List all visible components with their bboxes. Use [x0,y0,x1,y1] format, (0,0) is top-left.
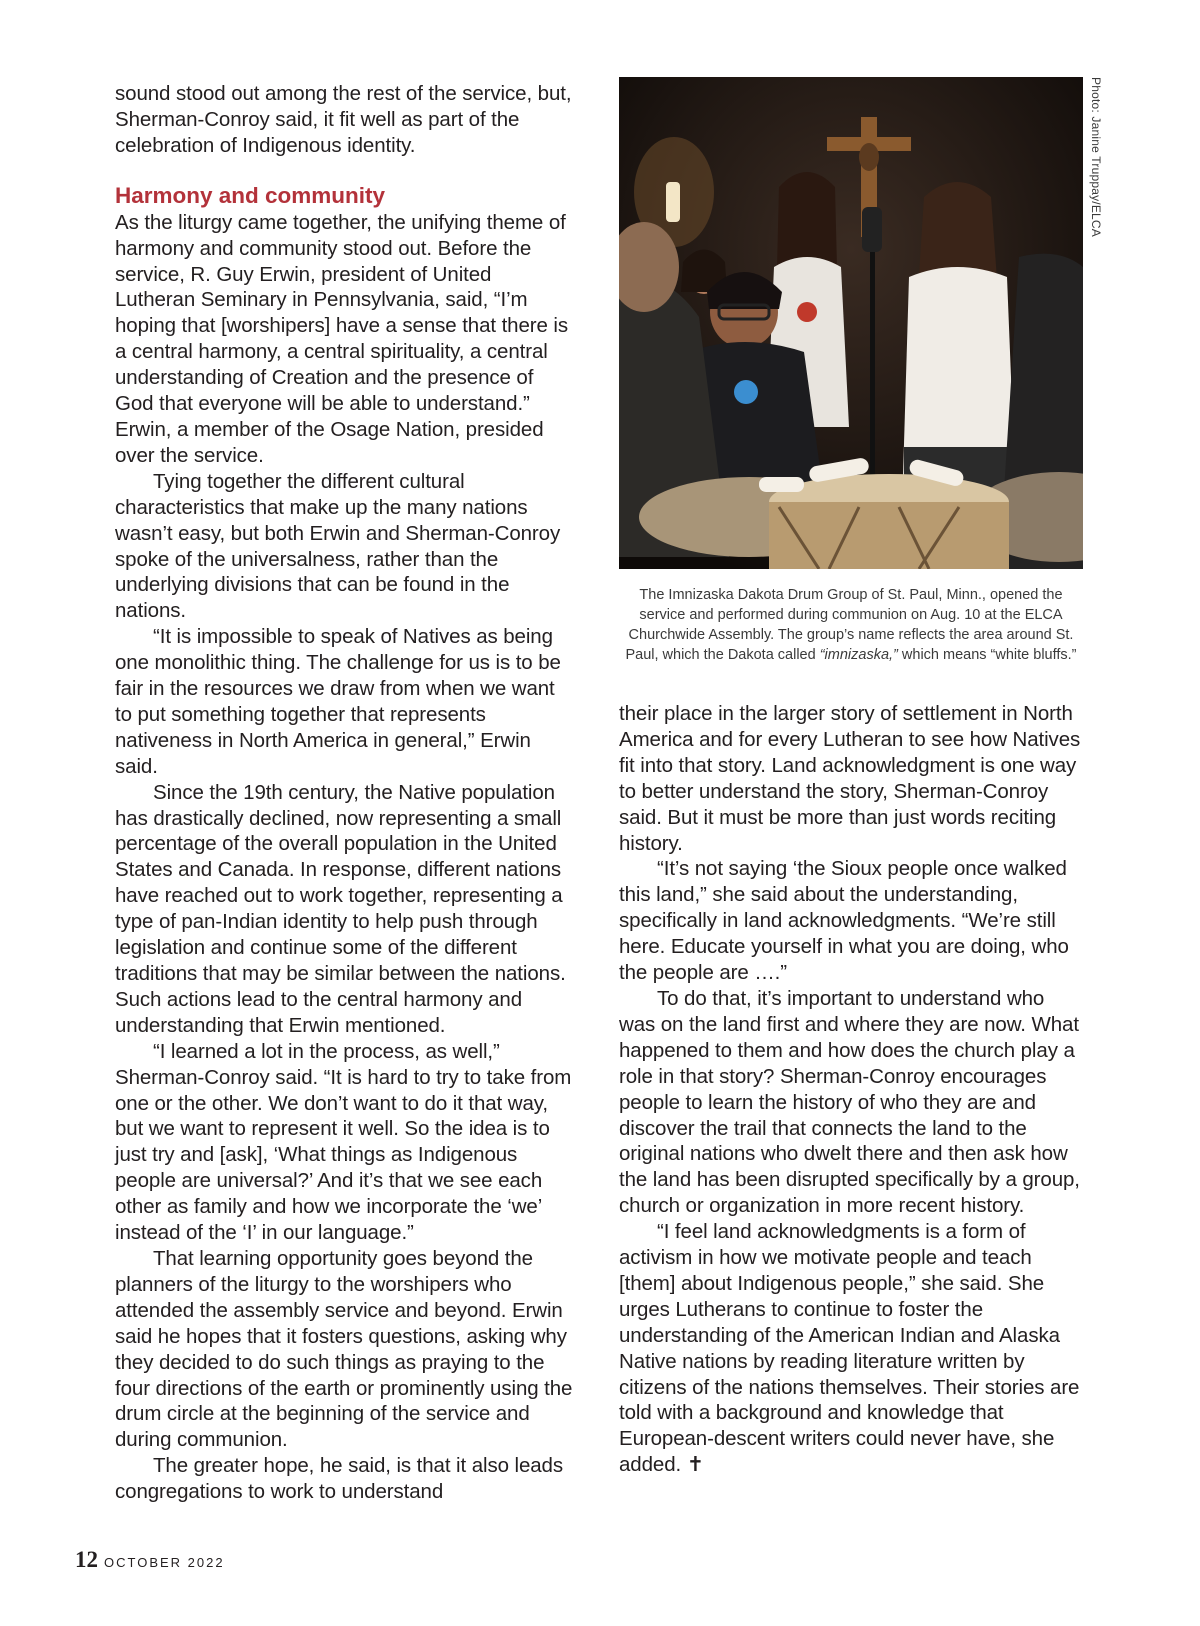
article-paragraph: The greater hope, he said, is that it also leads congregations to work to understand [115,1454,564,1504]
article-paragraph: To do that, it’s important to understand who was on the land first and where they are now. What happened to them and how does the church play a role in that story? Sherman-Conroy encourages people to learn the history of who they are and discover the trail that connects the land to the original nations who dwelt there and then ask how the land has been disrupted specifically by a group, church or organization in more recent history. [619,986,1080,1218]
article-paragraph: That learning opportunity goes beyond the planners of the liturgy to the worshipers who attended the assembly service and beyond. Erwin said he hopes that it fosters questions, asking why they decided to do such things as praying to the four directions of the earth or prominently using the drum circle at the beginning of the service and during communion. [115,1246,573,1452]
caption-text-tail: which means “white bluffs.” [897,647,1077,663]
photo-credit: Photo: Janine Truppay/ELCA [1089,77,1103,237]
caption-term: “imnizaska,” [819,647,898,663]
article-paragraph: “I feel land acknowledgments is a form of activism in how we motivate people and teach [them] about Indigenous people,” she said. She urges Lutherans to continue to foster the understanding of the American Indian and Alaska Native nations by reading literature written by citizens of the nations themselves. Their stories are told with a background and knowledge that European-descent writers could never have, she added. ✝ [619,1220,1080,1477]
section-heading: Harmony and community [115,182,386,208]
page-number: 12 [75,1547,98,1572]
article-paragraph: “I learned a lot in the process, as well,” Sherman-Conroy said. “It is hard to try to take from one or the other. We don’t want to do it that way, but we want to represent it well. So the idea is to just try and [ask], ‘What things as Indigenous people are universal?’ And it’s that we see each other as family and how we incorporate the ‘we’ instead of the ‘I’ in our language.” [115,1039,572,1245]
page-folio [75,1547,225,1573]
article-paragraph: “It is impossible to speak of Natives as being one monolithic thing. The challenge for us is to be fair in the resources we draw from when we want to put something together that represents nativeness in North America in general,” Erwin said. [115,625,561,778]
article-paragraph: sound stood out among the rest of the service, but, Sherman-Conroy said, it fit well as part of the celebration of Indigenous identity. [115,82,572,157]
article-paragraph: Tying together the different cultural characteristics that make up the many nations wasn’t easy, but both Erwin and Sherman-Conroy spoke of the universalness, rather than the underlying divisions that can be found in the nations. [115,469,561,623]
caption-text: The Imnizaska Dakota Drum Group of St. Paul, Minn., opened the service and performed during communion on Aug. 10 at the ELCA Churchwide Assembly. The group’s name reflects the area around St. Paul, which the Dakota called [625,587,1074,663]
photo-illustration [619,77,1083,569]
article-left-column [115,81,573,1505]
article-paragraph: As the liturgy came together, the unifying theme of harmony and community stood out. Before the service, R. Guy Erwin, president of United Lutheran Seminary in Pennsylvania, said, “I’m hoping that [worshipers] have a sense that there is a central harmony, a central spirituality, a central understanding of Creation and the presence of God that everyone will be able to understand.” Erwin, a member of the Osage Nation, presided over the service. [115,210,569,467]
photo-caption [619,585,1083,665]
article-paragraph: Since the 19th century, the Native population has drastically declined, now representing a small percentage of the overall population in the United States and Canada. In response, different nations have reached out to work together, representing a type of pan-Indian identity to help push through legislation and continue some of the different traditions that may be similar between the nations. Such actions lead to the central harmony and understanding that Erwin mentioned. [115,780,566,1037]
article-paragraph: “It’s not saying ‘the Sioux people once walked this land,” she said about the understanding, specifically in land acknowledgments. “We’re still here. Educate yourself in what you are doing, who the people are ….” [619,857,1069,985]
drum-group-photo [619,77,1083,569]
article-right-column [619,701,1084,1478]
article-paragraph: their place in the larger story of settlement in North America and for every Lutheran to see how Natives fit into that story. Land acknowledgment is one way to better understand the story, Sherman-Conroy said. But it must be more than just words reciting history. [619,702,1081,855]
issue-date: OCTOBER 2022 [104,1555,225,1570]
